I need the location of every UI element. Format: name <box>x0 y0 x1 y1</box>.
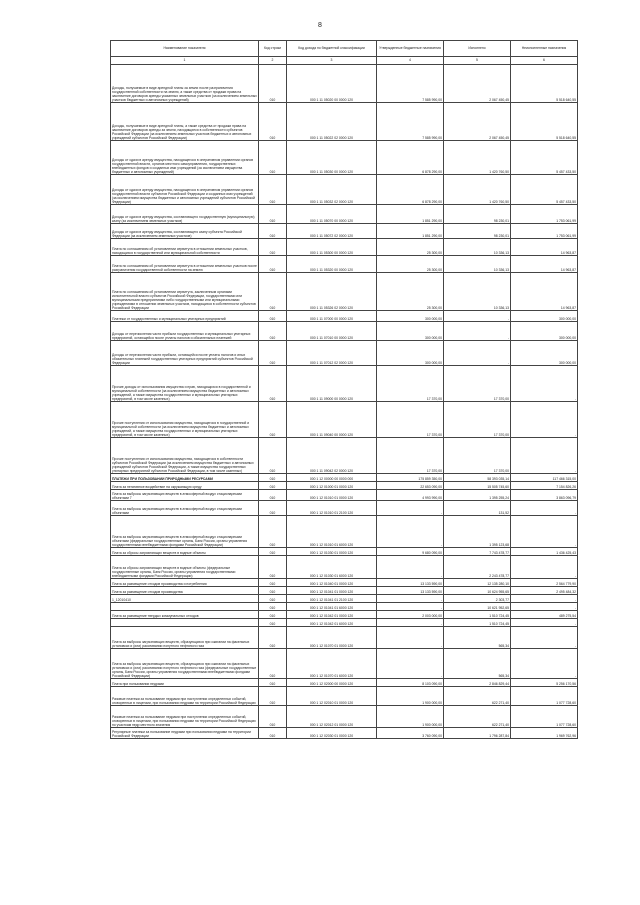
row-executed: 10 336,13 <box>444 273 511 311</box>
column-number: 2 <box>259 57 287 65</box>
row-executed: 622 271,40 <box>444 687 511 706</box>
row-remaining: 2 495 484,32 <box>511 587 578 595</box>
row-line-code: 010 <box>259 366 287 402</box>
row-income-code: 000 1 12 01041 01 0000 120 <box>287 587 377 595</box>
row-name: Плата за негативное воздействие на окружающую среду <box>111 482 259 490</box>
row-income-code: 000 1 12 01041 01 6000 120 <box>287 603 377 611</box>
row-approved: 25 300,00 <box>377 273 444 311</box>
row-remaining: 1 436 425,43 <box>511 548 578 556</box>
row-approved: 1 851 290,00 <box>377 224 444 239</box>
row-approved: 13 133 590,00 <box>377 587 444 595</box>
row-approved: 6 878 290,00 <box>377 175 444 205</box>
row-executed: - <box>444 311 511 322</box>
row-name: Доходы от сдачи в аренду имущества, находящегося в оперативном управлении органов государственной власти субъектов Российской Федерации и созданных ими учреждений (за исключением имущества бюджетных и автономных учреждений субъектов Российской Федерации) <box>111 175 259 205</box>
table-row <box>111 65 578 103</box>
row-approved: 1 851 290,00 <box>377 205 444 224</box>
row-line-code: 010 <box>259 224 287 239</box>
table-row <box>111 679 578 687</box>
row-remaining: 2 564 779,90 <box>511 579 578 587</box>
row-executed: 131,52 <box>444 501 511 516</box>
row-name: Плата за выбросы загрязняющих веществ, образующихся при сжигании на факельных установках и (или) рассеивании попутного нефтяного газа (федеральные государственные органы, Банк России, органы управления государственными внебюджетными фондами Российской Федерации) <box>111 649 259 679</box>
row-income-code: 000 1 11 09040 00 0000 120 <box>287 402 377 438</box>
row-income-code: 000 1 11 05020 00 0000 120 <box>287 65 377 103</box>
row-remaining: 14 963,87 <box>511 239 578 256</box>
table-row <box>111 239 578 256</box>
table-row <box>111 341 578 366</box>
row-executed: - <box>444 322 511 341</box>
row-income-code: 000 1 12 00000 00 0000 000 <box>287 474 377 482</box>
row-income-code: 000 1 12 01030 01 6000 120 <box>287 556 377 579</box>
row-income-code: 000 1 12 01030 01 0000 120 <box>287 548 377 556</box>
row-executed: 10 621 952,65 <box>444 603 511 611</box>
row-remaining: 5 518 640,55 <box>511 103 578 141</box>
row-name: Разовые платежи за пользование недрами при наступлении определенных событий, оговоренных в лицензии, при пользовании недрами на территории Российской Федерации <box>111 687 259 706</box>
row-line-code: 010 <box>259 141 287 175</box>
row-income-code: 000 1 12 01010 01 0000 120 <box>287 490 377 501</box>
table-row <box>111 587 578 595</box>
table-row <box>111 516 578 548</box>
row-income-code: 000 1 12 01041 01 2100 120 <box>287 595 377 603</box>
row-remaining: 117 466 315,00 <box>511 474 578 482</box>
row-executed: 98 230,01 <box>444 224 511 239</box>
row-remaining: 14 963,87 <box>511 256 578 273</box>
row-approved: 17 370,00 <box>377 402 444 438</box>
table-row <box>111 103 578 141</box>
table-row <box>111 175 578 205</box>
row-name: Плата за размещение твердых коммунальных отходов <box>111 611 259 619</box>
row-remaining: 300 000,00 <box>511 322 578 341</box>
column-number: 4 <box>377 57 444 65</box>
row-line-code: 010 <box>259 273 287 311</box>
row-remaining: - <box>511 556 578 579</box>
row-executed: 1 420 760,50 <box>444 141 511 175</box>
header-income-code: Код дохода по бюджетной классификации <box>287 41 377 57</box>
row-line-code: 010 <box>259 595 287 603</box>
table-row <box>111 579 578 587</box>
table-row <box>111 728 578 739</box>
row-income-code: 000 1 11 07012 02 0000 120 <box>287 341 377 366</box>
row-name: Доходы от перечисления части прибыли государственных и муниципальных унитарных предприятий, остающейся после уплаты налогов и обязательных платежей <box>111 322 259 341</box>
row-name: Плата за выбросы загрязняющих веществ в атмосферный воздух стационарными объектами (федеральные государственные органы, Банк России, органы управления государственными внебюджетными фондами Российской Федерации) <box>111 516 259 548</box>
table-row <box>111 627 578 649</box>
row-income-code: 000 1 12 01070 01 0000 120 <box>287 627 377 649</box>
row-name: Разовые платежи за пользование недрами при наступлении определенных событий, оговоренных в лицензии, при пользовании недрами на территории Российской Федерации по участкам недр местного значения <box>111 706 259 728</box>
row-executed: 2 067 450,45 <box>444 65 511 103</box>
row-line-code: 010 <box>259 587 287 595</box>
row-income-code: 000 1 12 01010 01 2100 120 <box>287 501 377 516</box>
row-remaining: 489 275,54 <box>511 611 578 619</box>
table-row <box>111 501 578 516</box>
row-income-code: 000 1 12 01010 01 6000 120 <box>287 516 377 548</box>
row-name: Доходы, получаемые в виде арендной платы за земли после разграничения государственной собственности на землю, а также средства от продажи права на заключение договоров аренды указанных земельных участков (за исключением земельных участков бюджетных и автономных учреждений) <box>111 65 259 103</box>
row-remaining: 1 077 728,60 <box>511 706 578 728</box>
row-remaining: - <box>511 595 578 603</box>
row-approved: 1 900 000,00 <box>377 687 444 706</box>
table-body <box>111 65 578 739</box>
row-executed: 10 336,13 <box>444 256 511 273</box>
row-name: Доходы от перечисления части прибыли, остающейся после уплаты налогов и иных обязательных платежей государственных унитарных предприятий субъектов Российской Федерации <box>111 341 259 366</box>
row-line-code: 010 <box>259 611 287 619</box>
table-row <box>111 205 578 224</box>
row-income-code: 000 1 11 05300 00 0000 120 <box>287 239 377 256</box>
row-remaining: 1 753 061,99 <box>511 205 578 224</box>
row-approved: 13 133 590,00 <box>377 579 444 587</box>
row-line-code: 010 <box>259 341 287 366</box>
row-remaining: 5 457 433,50 <box>511 175 578 205</box>
row-name: Прочие поступления от использования имущества, находящегося в государственной и муниципальной собственности (за исключением имущества бюджетных и автономных учреждений, а также имущества государственных и муниципальных унитарных предприятий, в том числе казенных) <box>111 402 259 438</box>
row-income-code: 000 1 11 09042 02 0000 120 <box>287 438 377 474</box>
row-remaining: - <box>511 516 578 548</box>
row-line-code: 010 <box>259 322 287 341</box>
row-income-code: 000 1 12 01040 01 0000 120 <box>287 579 377 587</box>
row-approved: 300 000,00 <box>377 311 444 322</box>
row-income-code: 000 1 11 05030 00 0000 120 <box>287 141 377 175</box>
row-name: Плата за сбросы загрязняющих веществ в водные объекты <box>111 548 259 556</box>
row-income-code: 000 1 12 02030 01 0000 120 <box>287 728 377 739</box>
table-row <box>111 619 578 627</box>
row-line-code: 010 <box>259 438 287 474</box>
column-number: 1 <box>111 57 259 65</box>
row-name: Доходы, получаемые в виде арендной платы, а также средства от продажи права на заключение договоров аренды за земли, находящиеся в собственности субъектов Российской Федерации (за исключением земельных участков бюджетных и автономных учреждений субъектов Российской Федерации) <box>111 103 259 141</box>
row-name: Плата за сбросы загрязняющих веществ в водные объекты (федеральные государственные органы, Банк России, органы управления государственными внебюджетными фондами Российской Федерации) <box>111 556 259 579</box>
table-row <box>111 595 578 603</box>
row-name: Плата за выбросы загрязняющих веществ в атмосферный воздух стационарными объектами <box>111 501 259 516</box>
row-approved: 6 878 290,00 <box>377 141 444 175</box>
row-remaining: 300 000,00 <box>511 311 578 322</box>
row-income-code: 000 1 11 05032 02 0000 120 <box>287 175 377 205</box>
row-approved: - <box>377 516 444 548</box>
row-executed: 15 505 745,60 <box>444 482 511 490</box>
table-row <box>111 706 578 728</box>
row-executed: 58 393 035,14 <box>444 474 511 482</box>
row-executed: 12 135 280,10 <box>444 579 511 587</box>
row-income-code: 000 1 12 01000 01 0000 120 <box>287 482 377 490</box>
row-executed: - <box>444 341 511 366</box>
row-remaining: 300 000,00 <box>511 341 578 366</box>
row-remaining: 3 863 096,79 <box>511 490 578 501</box>
row-income-code: 000 1 12 02010 01 0000 120 <box>287 687 377 706</box>
row-name: Прочие поступления от использования имущества, находящегося в собственности субъектов Российской Федерации (за исключением имущества бюджетных и автономных учреждений субъектов Российской Федерации, а также имущества государственных унитарных предприятий субъектов Российской Федерации, в том числе казенных) <box>111 438 259 474</box>
header-approved: Утвержденные бюджетные назначения <box>377 41 444 57</box>
row-executed: 10 624 955,65 <box>444 587 511 595</box>
table-row <box>111 256 578 273</box>
row-executed: 1 510 724,45 <box>444 611 511 619</box>
table-row <box>111 322 578 341</box>
row-name: Плата по соглашениям об установлении сервитута, заключенным органами исполнительной власти субъектов Российской Федерации, государственными или муниципальными предприятиями либо государственными или муниципальными учреждениями в отношении земельных участков, находящихся в собственности субъектов Российской Федерации <box>111 273 259 311</box>
row-remaining: 5 256 170,56 <box>511 679 578 687</box>
row-line-code: 010 <box>259 687 287 706</box>
table-row <box>111 548 578 556</box>
table-row <box>111 311 578 322</box>
row-name: Плата по соглашениям об установлении сервитута в отношении земельных участков, находящихся в государственной или муниципальной собственности <box>111 239 259 256</box>
row-income-code: 000 1 12 01070 01 6000 120 <box>287 649 377 679</box>
row-name: ПЛАТЕЖИ ПРИ ПОЛЬЗОВАНИИ ПРИРОДНЫМИ РЕСУРСАМИ <box>111 474 259 482</box>
column-number: 6 <box>511 57 578 65</box>
row-line-code: 010 <box>259 239 287 256</box>
table-row <box>111 687 578 706</box>
row-approved: - <box>377 619 444 627</box>
row-remaining: 5 518 640,55 <box>511 65 578 103</box>
row-line-code: 010 <box>259 65 287 103</box>
table-row <box>111 556 578 579</box>
row-line-code: 010 <box>259 706 287 728</box>
table-row <box>111 611 578 619</box>
row-line-code: 010 <box>259 603 287 611</box>
row-executed: 1 510 724,45 <box>444 619 511 627</box>
row-executed: 10 336,13 <box>444 239 511 256</box>
row-approved: - <box>377 595 444 603</box>
row-remaining: 7 154 826,26 <box>511 482 578 490</box>
row-name <box>111 619 259 627</box>
row-remaining: - <box>511 501 578 516</box>
row-approved: 25 300,00 <box>377 256 444 273</box>
row-approved: - <box>377 556 444 579</box>
row-income-code: 000 1 11 05320 00 0000 120 <box>287 256 377 273</box>
header-executed: Исполнено <box>444 41 511 57</box>
row-approved: 7 585 990,00 <box>377 65 444 103</box>
row-remaining: 1 969 762,96 <box>511 728 578 739</box>
row-approved: - <box>377 649 444 679</box>
row-approved: 300 000,00 <box>377 341 444 366</box>
row-executed: 2 303,77 <box>444 595 511 603</box>
row-income-code: 000 1 11 09000 00 0000 120 <box>287 366 377 402</box>
row-income-code: 000 1 11 07010 00 0000 120 <box>287 322 377 341</box>
row-remaining: - <box>511 649 578 679</box>
table-row <box>111 438 578 474</box>
table-row <box>111 366 578 402</box>
table-row <box>111 482 578 490</box>
row-approved: - <box>377 603 444 611</box>
row-line-code: 010 <box>259 728 287 739</box>
row-executed: 1 796 287,84 <box>444 728 511 739</box>
row-line-code: 010 <box>259 474 287 482</box>
row-name: Плата при пользовании недрами <box>111 679 259 687</box>
budget-income-table <box>110 40 578 739</box>
row-executed: 565,34 <box>444 627 511 649</box>
row-approved: 17 370,00 <box>377 366 444 402</box>
row-name: Плата за выбросы загрязняющих веществ в атмосферный воздух стационарными объектами 7 <box>111 490 259 501</box>
row-line-code: 010 <box>259 175 287 205</box>
row-name: Прочие доходы от использования имущества и прав, находящихся в государственной и муниципальной собственности (за исключением имущества бюджетных и автономных учреждений, а также имущества государственных и муниципальных унитарных предприятий, в том числе казенных) <box>111 366 259 402</box>
row-line-code: 010 <box>259 501 287 516</box>
row-approved: 7 585 990,00 <box>377 103 444 141</box>
row-executed: 2 243 478,77 <box>444 556 511 579</box>
table-row <box>111 603 578 611</box>
row-approved: - <box>377 501 444 516</box>
row-remaining: - <box>511 402 578 438</box>
table-row <box>111 224 578 239</box>
row-executed: 2 067 450,45 <box>444 103 511 141</box>
row-executed: 1 420 760,50 <box>444 175 511 205</box>
row-remaining: - <box>511 627 578 649</box>
table-row <box>111 273 578 311</box>
row-line-code: 010 <box>259 548 287 556</box>
row-line-code: 010 <box>259 256 287 273</box>
row-executed: 1 395 255,24 <box>444 490 511 501</box>
row-executed: 17 370,00 <box>444 402 511 438</box>
row-approved: 4 993 990,00 <box>377 490 444 501</box>
row-executed: 17 370,00 <box>444 366 511 402</box>
page-number: 8 <box>318 22 322 29</box>
table-row <box>111 474 578 482</box>
column-number-row <box>111 57 578 65</box>
row-executed: 622 271,40 <box>444 706 511 728</box>
row-approved: 1 900 000,00 <box>377 706 444 728</box>
table-row <box>111 490 578 501</box>
row-income-code: 000 1 12 01042 01 0000 120 <box>287 611 377 619</box>
row-remaining: - <box>511 619 578 627</box>
row-remaining: - <box>511 603 578 611</box>
row-name: Регулярные платежи за пользование недрами при пользовании недрами на территории Российской Федерации <box>111 728 259 739</box>
row-executed: 2 846 829,44 <box>444 679 511 687</box>
row-approved: 8 103 090,00 <box>377 679 444 687</box>
table-row <box>111 402 578 438</box>
row-line-code: 010 <box>259 579 287 587</box>
row-name: Доходы от сдачи в аренду имущества, составляющего государственную (муниципальную) казну (за исключением земельных участков) <box>111 205 259 224</box>
row-remaining: 14 963,87 <box>511 273 578 311</box>
row-approved: 17 370,00 <box>377 438 444 474</box>
row-approved: 22 653 090,00 <box>377 482 444 490</box>
row-income-code: 000 1 11 05070 00 0000 120 <box>287 205 377 224</box>
row-executed: 98 230,01 <box>444 205 511 224</box>
row-approved: 9 680 090,00 <box>377 548 444 556</box>
row-executed: 565,34 <box>444 649 511 679</box>
row-approved: 2 003 000,00 <box>377 611 444 619</box>
row-remaining: 5 457 433,50 <box>511 141 578 175</box>
row-approved: 175 859 350,00 <box>377 474 444 482</box>
column-number: 3 <box>287 57 377 65</box>
row-name: 1_12010410 <box>111 595 259 603</box>
row-line-code: 010 <box>259 482 287 490</box>
row-line-code: 010 <box>259 490 287 501</box>
row-income-code: 000 1 12 02012 01 0000 120 <box>287 706 377 728</box>
row-line-code: 010 <box>259 402 287 438</box>
row-name: Плата по соглашениям об установлении сервитута в отношении земельных участков после разграничения государственной собственности на землю <box>111 256 259 273</box>
row-remaining: 1 753 061,99 <box>511 224 578 239</box>
row-line-code: 010 <box>259 679 287 687</box>
row-line-code: 010 <box>259 311 287 322</box>
row-line-code: 010 <box>259 103 287 141</box>
column-number: 5 <box>444 57 511 65</box>
row-line-code: 010 <box>259 556 287 579</box>
row-income-code: 000 1 11 07000 00 0000 120 <box>287 311 377 322</box>
row-name: Плата за размещение отходов производства и потребления <box>111 579 259 587</box>
row-income-code: 000 1 11 05326 02 0000 120 <box>287 273 377 311</box>
row-line-code: 010 <box>259 205 287 224</box>
row-approved: 25 300,00 <box>377 239 444 256</box>
row-executed: 1 395 123,68 <box>444 516 511 548</box>
row-remaining: 1 077 728,60 <box>511 687 578 706</box>
header-indicator-name: Наименование показателя <box>111 41 259 57</box>
row-approved: - <box>377 627 444 649</box>
row-approved: 3 760 090,00 <box>377 728 444 739</box>
row-name: Плата за размещение отходов производства <box>111 587 259 595</box>
row-line-code: 010 <box>259 619 287 627</box>
row-executed: 17 370,00 <box>444 438 511 474</box>
header-remaining: Неисполненные назначения <box>511 41 578 57</box>
table-header-row <box>111 41 578 57</box>
row-line-code: 010 <box>259 516 287 548</box>
row-income-code: 000 1 11 05022 02 0000 120 <box>287 103 377 141</box>
row-name <box>111 603 259 611</box>
row-approved: 300 000,00 <box>377 322 444 341</box>
table-row <box>111 649 578 679</box>
row-name: Плата за выбросы загрязняющих веществ, образующихся при сжигании на факельных установках и (или) рассеивании попутного нефтяного газа <box>111 627 259 649</box>
row-executed: 7 743 478,77 <box>444 548 511 556</box>
row-income-code: 000 1 11 05072 02 0000 120 <box>287 224 377 239</box>
row-remaining: - <box>511 438 578 474</box>
row-name: Доходы от сдачи в аренду имущества, составляющего казну субъекта Российской Федерации (за исключением земельных участков) <box>111 224 259 239</box>
row-name: Платежи от государственных и муниципальных унитарных предприятий <box>111 311 259 322</box>
row-line-code: 010 <box>259 649 287 679</box>
table-row <box>111 141 578 175</box>
row-income-code: 000 1 12 02000 00 0000 120 <box>287 679 377 687</box>
row-line-code: 010 <box>259 627 287 649</box>
row-name: Доходы от сдачи в аренду имущества, находящегося в оперативном управлении органов государственной власти, органов местного самоуправления, государственных внебюджетных фондов и созданных ими учреждений (за исключением имущества бюджетных и автономных учреждений) <box>111 141 259 175</box>
row-remaining: - <box>511 366 578 402</box>
row-income-code: 000 1 12 01042 01 6000 120 <box>287 619 377 627</box>
header-line-code: Код строки <box>259 41 287 57</box>
